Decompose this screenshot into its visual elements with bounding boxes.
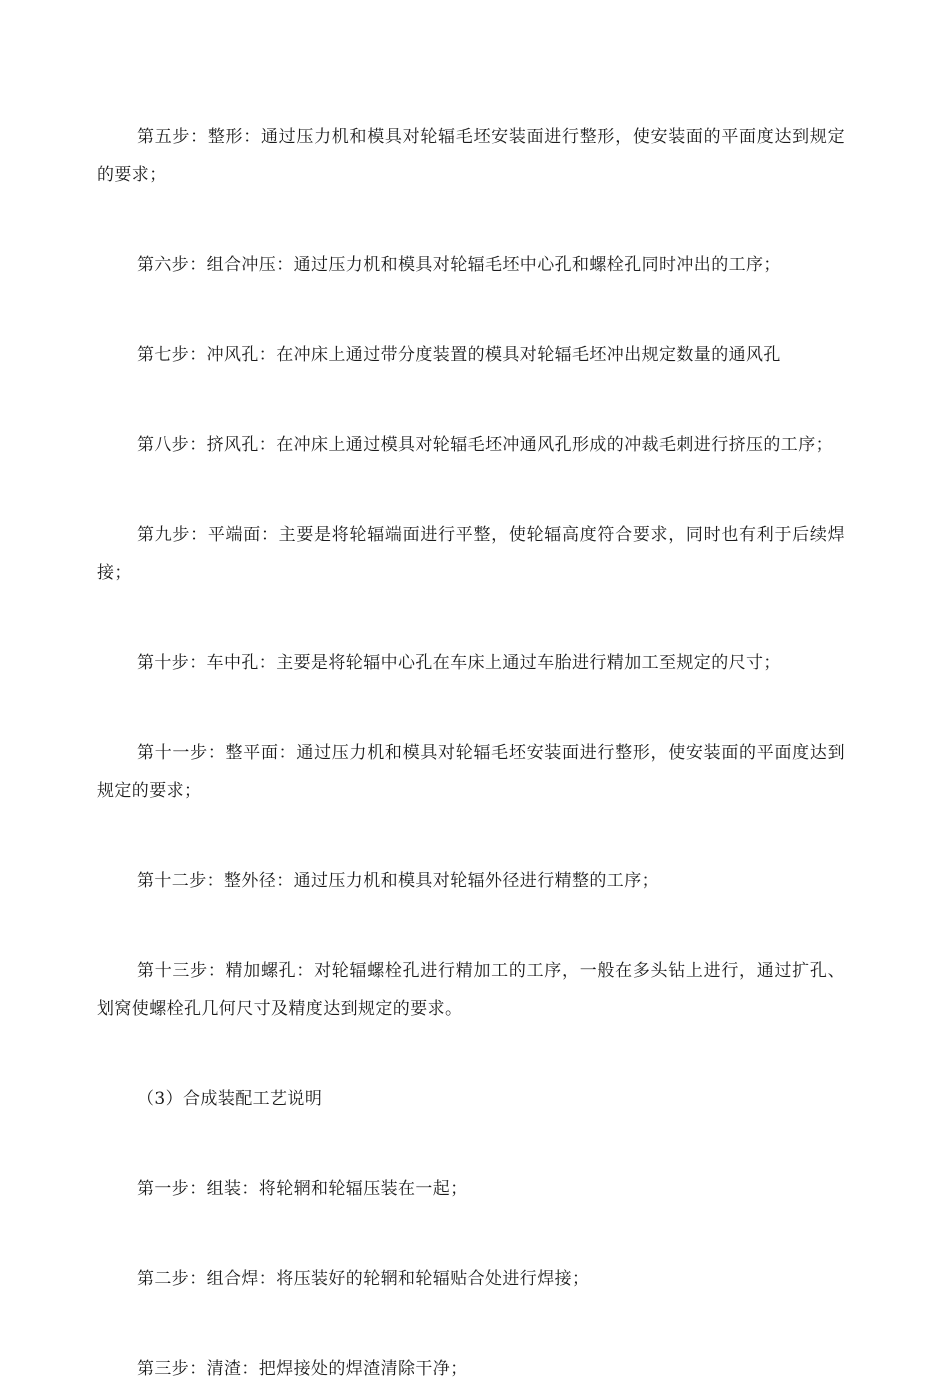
paragraph-step-6: 第六步：组合冲压：通过压力机和模具对轮辐毛坯中心孔和螺栓孔同时冲出的工序； <box>137 255 781 275</box>
paragraph-step-5: 第五步：整形：通过压力机和模具对轮辐毛坯安装面进行整形，使安装面的平面度达到规定的要求； <box>97 127 845 185</box>
paragraph-step-7: 第七步：冲风孔：在冲床上通过带分度装置的模具对轮辐毛坯冲出规定数量的通风孔 <box>137 345 781 365</box>
paragraph-assembly-step-3: 第三步：清渣：把焊接处的焊渣清除干净； <box>137 1359 468 1379</box>
section-heading-assembly: （3）合成装配工艺说明 <box>137 1089 323 1109</box>
paragraph-step-10: 第十步：车中孔：主要是将轮辐中心孔在车床上通过车胎进行精加工至规定的尺寸； <box>137 653 781 673</box>
paragraph-step-11: 第十一步：整平面：通过压力机和模具对轮辐毛坯安装面进行整形，使安装面的平面度达到规定的要求； <box>97 743 845 801</box>
paragraph-step-9: 第九步：平端面：主要是将轮辐端面进行平整，使轮辐高度符合要求，同时也有利于后续焊接； <box>97 525 845 583</box>
paragraph-step-13: 第十三步：精加螺孔：对轮辐螺栓孔进行精加工的工序，一般在多头钻上进行，通过扩孔、划窝使螺栓孔几何尺寸及精度达到规定的要求。 <box>97 961 845 1019</box>
paragraph-step-12: 第十二步：整外径：通过压力机和模具对轮辐外径进行精整的工序； <box>137 871 659 891</box>
paragraph-assembly-step-2: 第二步：组合焊：将压装好的轮辋和轮辐贴合处进行焊接； <box>137 1269 590 1289</box>
paragraph-step-8: 第八步：挤风孔：在冲床上通过模具对轮辐毛坯冲通风孔形成的冲裁毛刺进行挤压的工序； <box>137 435 833 455</box>
document-body <box>97 118 845 1388</box>
paragraph-assembly-step-1: 第一步：组装：将轮辋和轮辐压装在一起； <box>137 1179 468 1199</box>
